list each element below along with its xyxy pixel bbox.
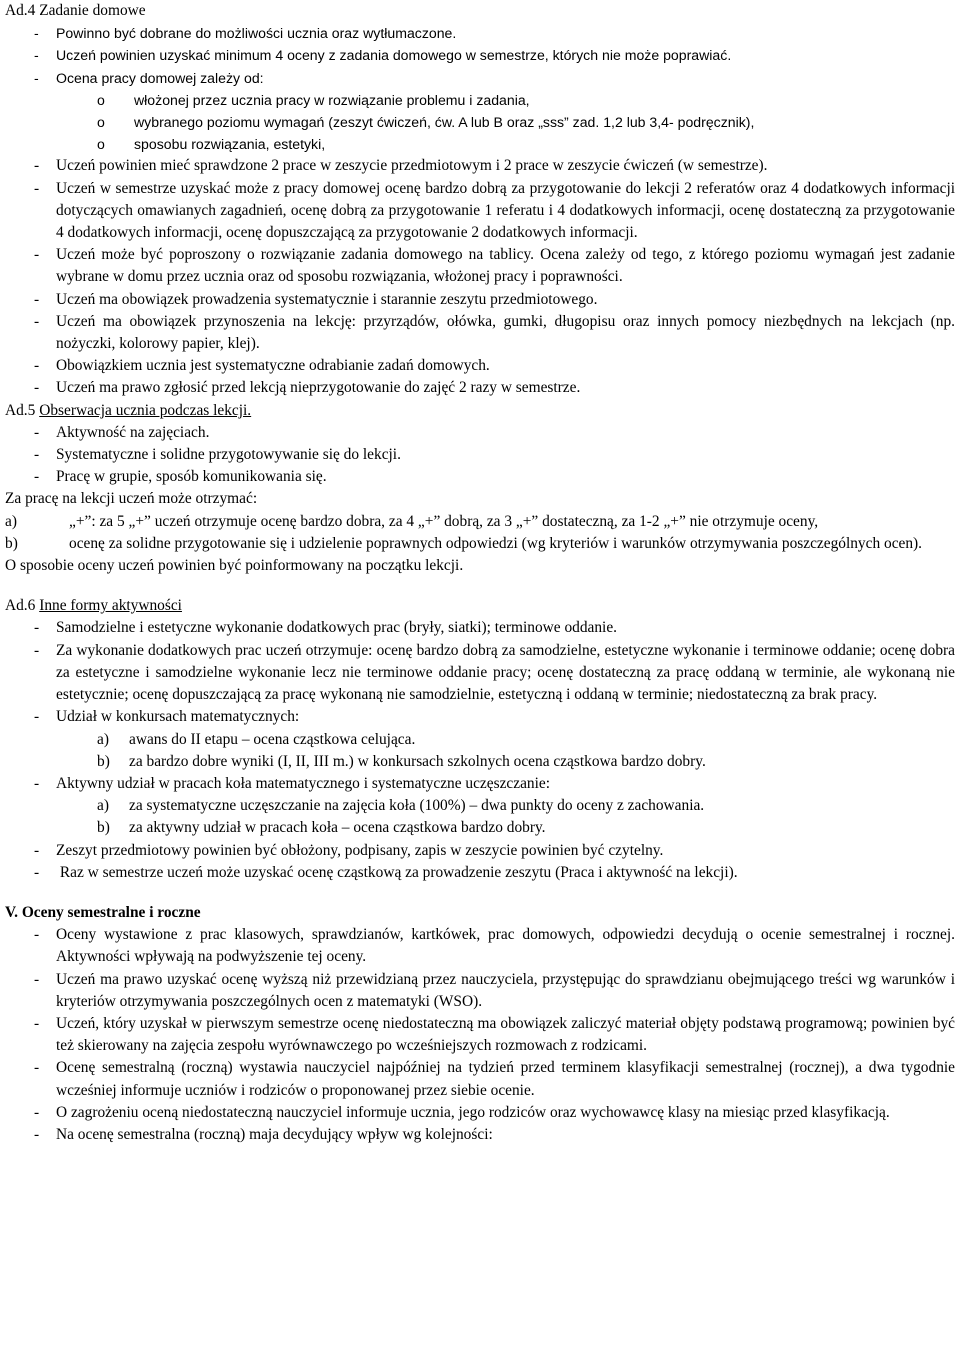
dash-bullet: - bbox=[34, 357, 40, 375]
dash-bullet: - bbox=[34, 774, 40, 792]
nested-lettered-item bbox=[5, 817, 955, 839]
section-4-title: Ad.4 Zadanie domowe bbox=[5, 2, 146, 19]
dash-bullet: - bbox=[34, 708, 40, 726]
list-item-text: Uczeń powinien mieć sprawdzone 2 prace w zeszycie przedmiotowym i 2 prace w zeszycie ćwiczeń (w semestrze). bbox=[56, 157, 768, 175]
dash-bullet: - bbox=[34, 619, 40, 637]
list-item bbox=[5, 355, 955, 377]
list-item bbox=[5, 377, 955, 399]
list-item-text: Aktywność na zajęciach. bbox=[56, 423, 210, 441]
lettered-item bbox=[5, 533, 955, 555]
list-item bbox=[5, 773, 955, 795]
list-item bbox=[5, 1102, 955, 1124]
list-item bbox=[5, 840, 955, 862]
dash-bullet: - bbox=[34, 423, 40, 441]
list-item bbox=[5, 22, 955, 44]
list-item bbox=[5, 1057, 955, 1101]
dash-bullet: - bbox=[34, 863, 40, 881]
letter-marker: a) bbox=[5, 512, 17, 530]
section-5-number: Ad.5 bbox=[5, 401, 40, 419]
section-5-heading: Obserwacja ucznia podczas lekcji. bbox=[39, 401, 252, 419]
sub-list-item bbox=[5, 133, 955, 155]
list-item bbox=[5, 1013, 955, 1057]
nested-lettered-item bbox=[5, 751, 955, 773]
paragraph: O sposobie oceny uczeń powinien być poinformowany na początku lekcji. bbox=[5, 557, 464, 575]
list-item-text: Uczeń, który uzyskał w pierwszym semestrze ocenę niedostateczną ma obowiązek zaliczyć materiał objęty podstawą programową; powinien być też skierowany na zajęcia zespołu wyrównawczego po wcześniejszych rozmowach z rodzicami. bbox=[56, 1014, 955, 1055]
list-item bbox=[5, 1124, 955, 1146]
list-item bbox=[5, 155, 955, 177]
list-item bbox=[5, 617, 955, 639]
list-item-text: Uczeń może być poproszony o rozwiązanie zadania domowego na tablicy. Ocena zależy od tego, z którego poziomu wymagań jest zadanie wybrane w domu przez ucznia oraz od sposobu rozwiązania, włożonej pracy i poprawności. bbox=[56, 246, 955, 286]
circle-bullet: o bbox=[97, 136, 105, 153]
dash-bullet: - bbox=[34, 246, 40, 264]
nested-item-text: za bardzo dobre wyniki (I, II, III m.) w konkursach szkolnych ocena cząstkowa bardzo dobry. bbox=[129, 752, 706, 770]
letter-marker: b) bbox=[5, 534, 18, 552]
sub-list-item-text: sposobu rozwiązania, estetyki, bbox=[134, 136, 326, 153]
list-item-text: Aktywny udział w pracach koła matematycznego i systematyczne uczęszczanie: bbox=[56, 774, 550, 792]
dash-bullet: - bbox=[34, 1059, 40, 1077]
dash-bullet: - bbox=[34, 179, 40, 197]
paragraph: Za pracę na lekcji uczeń może otrzymać: bbox=[5, 490, 258, 508]
list-item bbox=[5, 969, 955, 1013]
nested-lettered-item bbox=[5, 795, 955, 817]
list-item-text: Uczeń w semestrze uzyskać może z pracy domowej ocenę bardzo dobrą za przygotowanie do lekcji 2 referatów oraz 4 dodatkowych informacji dotyczących omawianych zagadnień, ocenę dobrą za przygotowanie 1 referatu i 4 dodatkowych informacji, ocenę dostateczną za przygotowanie 4 dodatkowych informacji, ocenę dopuszczającą za przygotowanie 2 dodatkowych informacji. bbox=[56, 179, 955, 242]
list-item bbox=[5, 444, 955, 466]
list-item bbox=[5, 640, 955, 707]
list-item-text: Samodzielne i estetyczne wykonanie dodatkowych prac (bryły, siatki); terminowe oddanie. bbox=[56, 619, 618, 637]
section-6-title bbox=[5, 595, 955, 617]
section-6-heading: Inne formy aktywności bbox=[39, 597, 182, 615]
dash-bullet: - bbox=[34, 290, 40, 308]
list-item-text: Obowiązkiem ucznia jest systematyczne odrabianie zadań domowych. bbox=[56, 357, 490, 375]
dash-bullet: - bbox=[34, 157, 40, 175]
sub-list-item-text: wybranego poziomu wymagań (zeszyt ćwiczeń, ćw. A lub B oraz „sss” zad. 1,2 lub 3,4- podręcznik), bbox=[134, 114, 755, 131]
list-item bbox=[5, 422, 955, 444]
nested-lettered-item bbox=[5, 729, 955, 751]
letter-marker: a) bbox=[97, 797, 109, 815]
list-item-text: Pracę w grupie, sposób komunikowania się. bbox=[56, 468, 327, 486]
list-item-text: Ocena pracy domowej zależy od: bbox=[56, 69, 264, 86]
lettered-item-text: ocenę za solidne przygotowanie się i udzielenie poprawnych odpowiedzi (wg kryteriów i warunków otrzymywania poszczególnych ocen). bbox=[69, 534, 923, 552]
dash-bullet: - bbox=[34, 446, 40, 464]
list-item bbox=[5, 244, 955, 288]
list-item-text: Uczeń ma obowiązek przynoszenia na lekcję: przyrządów, ołówka, gumki, długopisu oraz innych pomocy niezbędnych na lekcjach (np. nożyczki, kolorowy papier, klej). bbox=[56, 312, 955, 353]
dash-bullet: - bbox=[34, 641, 40, 659]
section-6-number: Ad.6 bbox=[5, 597, 40, 615]
list-item-text: Raz w semestrze uczeń może uzyskać ocenę cząstkową za prowadzenie zeszytu (Praca i aktywność na lekcji). bbox=[56, 863, 738, 881]
list-item-text: Powinno być dobrane do możliwości ucznia oraz wytłumaczone. bbox=[56, 25, 457, 42]
dash-bullet: - bbox=[34, 47, 39, 64]
list-item-text: Ocenę semestralną (roczną) wystawia nauczyciel najpóźniej na tydzień przed terminem klasyfikacji semestralnej (rocznej), a dwa tygodnie wcześniej informuje uczniów i rodziców o proponowanej przez siebie ocenie. bbox=[56, 1059, 955, 1099]
nested-item-text: za systematyczne uczęszczanie na zajęcia koła (100%) – dwa punkty do oceny z zachowania. bbox=[129, 797, 705, 815]
sub-list-item-text: włożonej przez ucznia pracy w rozwiązanie problemu i zadania, bbox=[134, 91, 530, 108]
list-item bbox=[5, 706, 955, 728]
dash-bullet: - bbox=[34, 1103, 40, 1121]
spacer bbox=[5, 577, 955, 595]
letter-marker: a) bbox=[97, 730, 109, 748]
sub-list-item bbox=[5, 89, 955, 111]
list-item-text: Uczeń ma prawo uzyskać ocenę wyższą niż przewidzianą przez nauczyciela, przystępując do sprawdzianu obejmującego treści wg warunków i kryteriów otrzymywania poszczególnych ocen z matematyki (WSO). bbox=[56, 970, 955, 1010]
list-item-text: Zeszyt przedmiotowy powinien być obłożony, podpisany, zapis w zeszycie powinien być czytelny. bbox=[56, 841, 664, 859]
list-item bbox=[5, 311, 955, 355]
list-item bbox=[5, 178, 955, 245]
list-item bbox=[5, 44, 955, 66]
dash-bullet: - bbox=[34, 1014, 40, 1032]
section-5-title bbox=[5, 400, 955, 422]
dash-bullet: - bbox=[34, 25, 39, 42]
lettered-item-text: „+”: za 5 „+” uczeń otrzymuje ocenę bardzo dobra, za 4 „+” dobrą, za 3 „+” dostateczną, za 1-2 „+” nie otrzymuje oceny, bbox=[69, 512, 819, 530]
list-item-text: Na ocenę semestralna (roczną) maja decydujący wpływ wg kolejności: bbox=[56, 1125, 493, 1143]
dash-bullet: - bbox=[34, 841, 40, 859]
list-item-text: Uczeń powinien uzyskać minimum 4 oceny z zadania domowego w semestrze, których nie może poprawiać. bbox=[56, 47, 732, 64]
circle-bullet: o bbox=[97, 114, 105, 131]
list-item-text: Uczeń ma obowiązek prowadzenia systematycznie i starannie zeszytu przedmiotowego. bbox=[56, 290, 598, 308]
circle-bullet: o bbox=[97, 91, 105, 108]
sub-list-item bbox=[5, 111, 955, 133]
list-item-text: Oceny wystawione z prac klasowych, sprawdzianów, kartkówek, prac domowych, odpowiedzi decydują o ocenie semestralnej i rocznej. Aktywności wpływają na podwyższenie tej oceny. bbox=[56, 926, 955, 966]
dash-bullet: - bbox=[34, 926, 40, 944]
nested-item-text: awans do II etapu – ocena cząstkowa celująca. bbox=[129, 730, 416, 748]
list-item bbox=[5, 289, 955, 311]
nested-item-text: za aktywny udział w pracach koła – ocena cząstkowa bardzo dobry. bbox=[129, 819, 546, 837]
list-item-text: Za wykonanie dodatkowych prac uczeń otrzymuje: ocenę bardzo dobrą za samodzielne, estetyczne wykonanie i terminowe oddanie; ocenę dobra za estetyczne i samodzielne wykonanie lecz nie terminowe oddanie pracy; ocenę dostateczną za pracę oddaną w terminie, ale wykonaną nie estetycznie; ocenę dopuszczającą za pracę wykonaną nie samodzielnie, estetyczną i oddaną w terminie; niedostateczną za brak pracy. bbox=[56, 641, 955, 704]
list-item-text: Udział w konkursach matematycznych: bbox=[56, 708, 300, 726]
list-item-text: O zagrożeniu oceną niedostateczną nauczyciel informuje ucznia, jego rodziców oraz wychowawcę klasy na miesiąc przed klasyfikacją. bbox=[56, 1103, 890, 1121]
list-item-text: Systematyczne i solidne przygotowywanie się do lekcji. bbox=[56, 446, 401, 464]
list-item bbox=[5, 862, 955, 884]
list-item-text: Uczeń ma prawo zgłosić przed lekcją nieprzygotowanie do zajęć 2 razy w semestrze. bbox=[56, 379, 581, 397]
dash-bullet: - bbox=[34, 379, 40, 397]
lettered-item bbox=[5, 511, 955, 533]
letter-marker: b) bbox=[97, 819, 110, 837]
letter-marker: b) bbox=[97, 752, 110, 770]
dash-bullet: - bbox=[34, 1125, 40, 1143]
dash-bullet: - bbox=[34, 69, 39, 86]
dash-bullet: - bbox=[34, 312, 40, 330]
dash-bullet: - bbox=[34, 468, 40, 486]
list-item bbox=[5, 466, 955, 488]
section-v-title: V. Oceny semestralne i roczne bbox=[5, 903, 201, 921]
dash-bullet: - bbox=[34, 970, 40, 988]
spacer bbox=[5, 884, 955, 902]
list-item bbox=[5, 924, 955, 968]
list-item bbox=[5, 67, 955, 89]
